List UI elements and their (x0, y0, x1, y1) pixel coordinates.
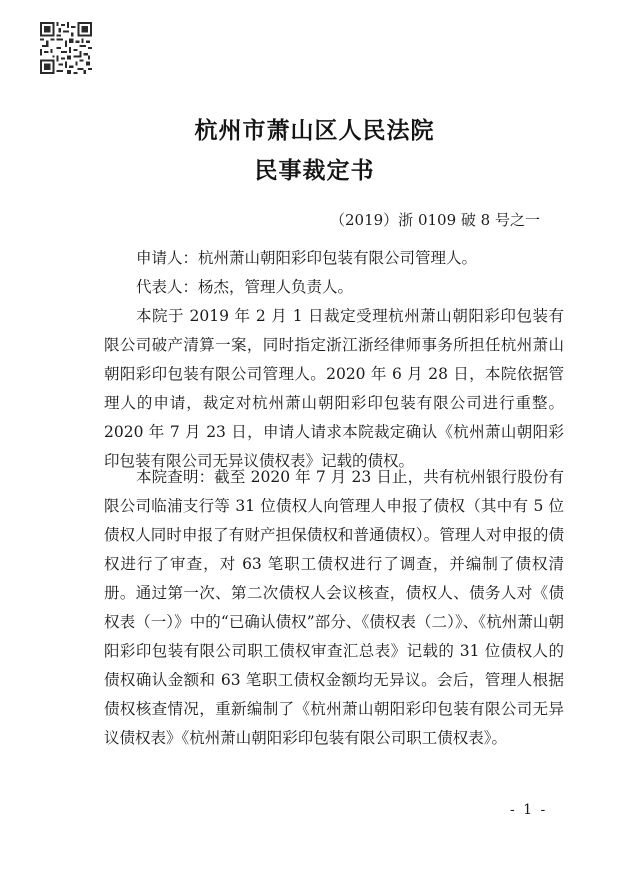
representative-paragraph: 代表人：杨杰，管理人负责人。 (136, 278, 354, 296)
case-background-paragraph: 本院于 2019 年 2 月 1 日裁定受理杭州萧山朝阳彩印包装有限公司破产清算一案，同时指定浙江浙经律师事务所担任杭州萧山朝阳彩印包装有限公司管理人。2020 年 6 月 28 日，本院依据管理人的申请，裁定对杭州萧山朝阳彩印包装有限公司进行重整。2020 年 7 月 23 日，申请人请求本院裁定确认《杭州萧山朝阳彩印包装有限公司无异议债权表》记载的债权。 (104, 307, 564, 470)
qr-code-icon (40, 22, 92, 74)
document-title: 民事裁定书 (254, 157, 375, 184)
court-name: 杭州市萧山区人民法院 (194, 117, 435, 144)
applicant-paragraph: 申请人：杭州萧山朝阳彩印包装有限公司管理人。 (136, 249, 478, 267)
case-number: （2019）浙 0109 破 8 号之一 (330, 211, 540, 229)
page-number: - 1 - (510, 802, 548, 818)
court-findings-paragraph: 本院查明：截至 2020 年 7 月 23 日止，共有杭州银行股份有限公司临浦支行等 31 位债权人向管理人申报了债权（其中有 5 位债权人同时申报了有财产担保债权和普通债权）。管理人对申报的债权进行了审查，对 63 笔职工债权进行了调查，并编制了债权清册。通过第一次、第二次债权人会议核查，债权人、债务人对《债权表（一）》中的“已确认债权”部分、《债权表（二）》、《杭州萧山朝阳彩印包装有限公司职工债权审查汇总表》记载的 31 位债权人的债权确认金额和 63 笔职工债权金额均无异议。会后，管理人根据债权核查情况，重新编制了《杭州萧山朝阳彩印包装有限公司无异议债权表》《杭州萧山朝阳彩印包装有限公司职工债权表》。 (104, 468, 564, 747)
